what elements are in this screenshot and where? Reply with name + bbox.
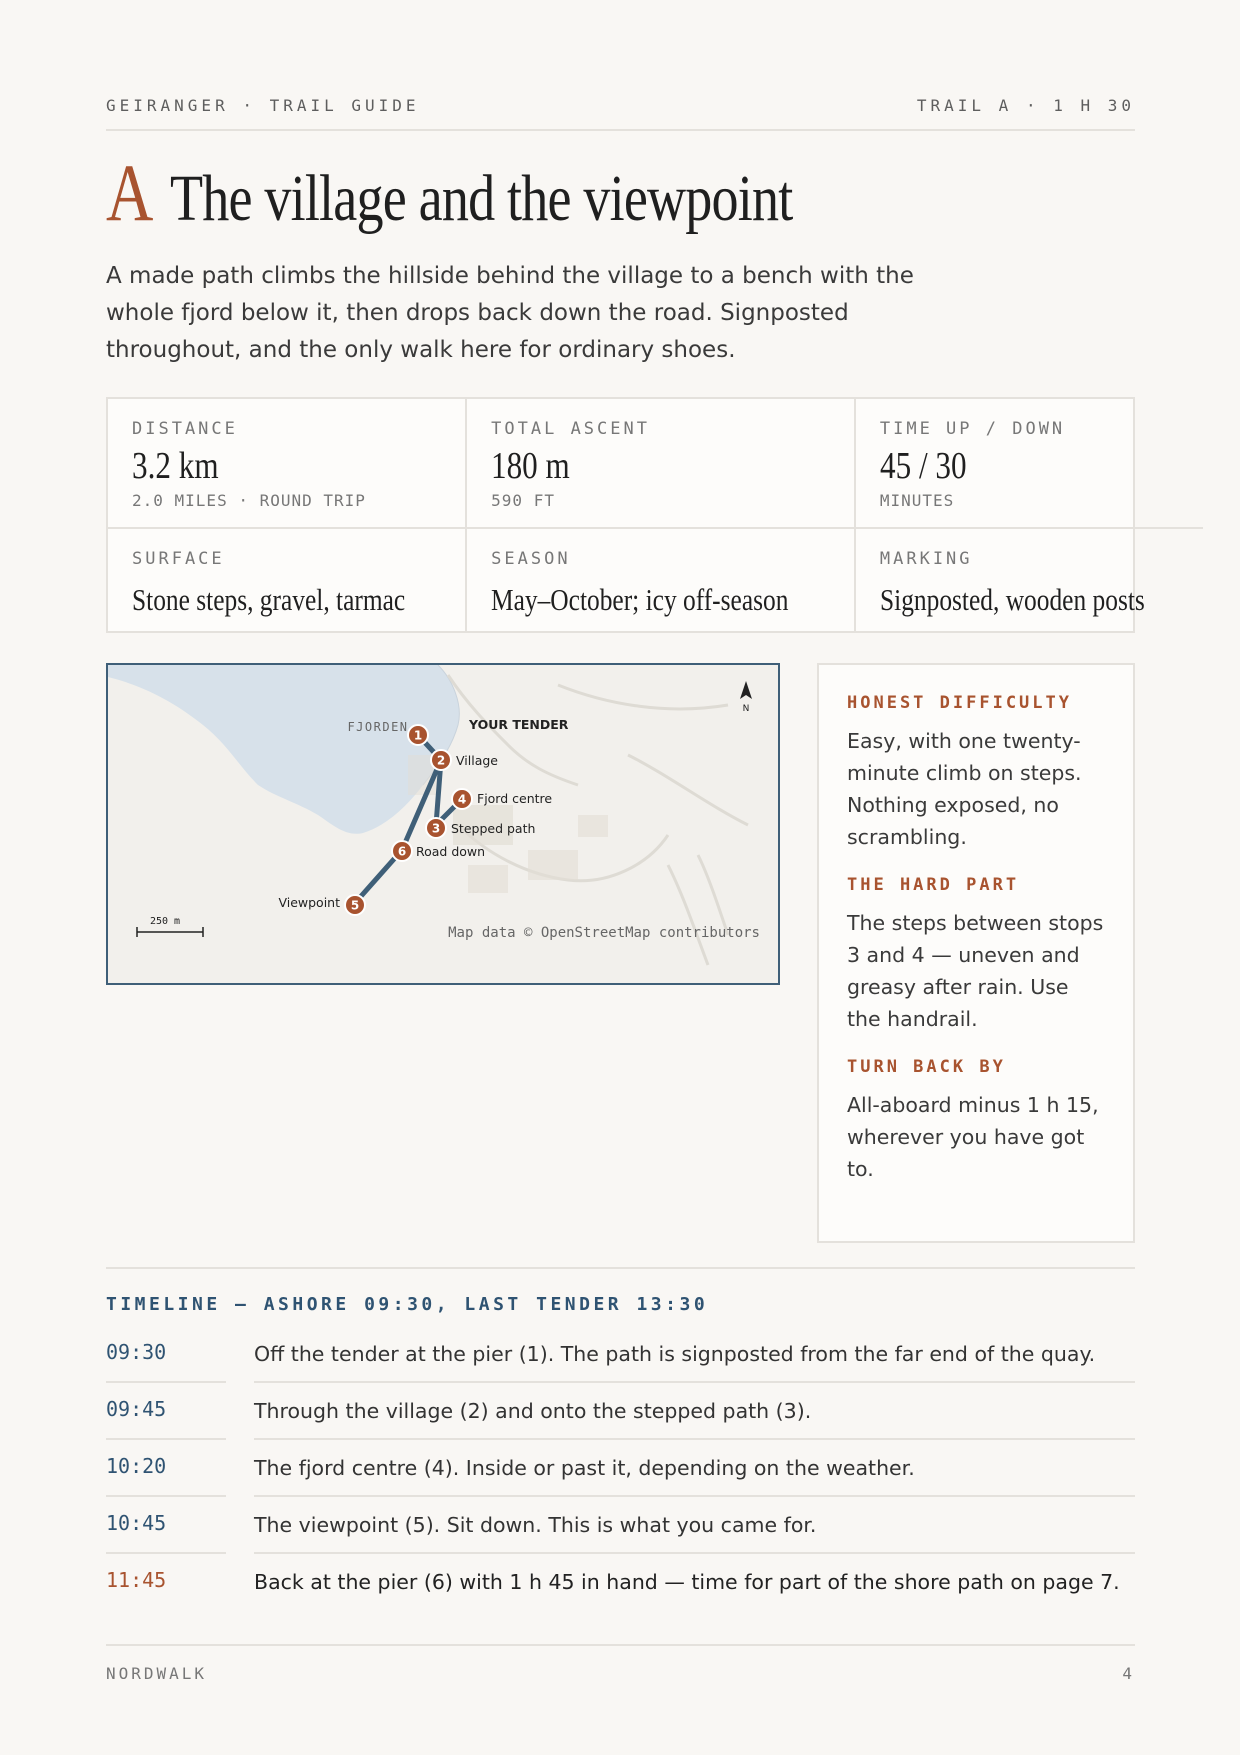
timeline-text: Back at the pier (6) with 1 h 45 in hand — time for part of the shore path on page 7. <box>254 1570 1120 1594</box>
sidebar-heading: THE HARD PART <box>847 875 1020 895</box>
stats-grid <box>106 397 1145 633</box>
timeline-heading: TIMELINE — ASHORE 09:30, LAST TENDER 13:30 <box>106 1294 709 1315</box>
footer-rule <box>106 1644 1135 1646</box>
sidebar-text: Easy, with one twenty-minute climb on steps. Nothing exposed, no scrambling. <box>847 729 1082 849</box>
timeline <box>106 1326 1135 1609</box>
timeline-time: 10:20 <box>106 1440 226 1497</box>
route-map <box>106 663 780 985</box>
stat-value: 45 / 30 <box>879 445 967 487</box>
stop-label-road-down: Road down <box>416 844 486 859</box>
stat-sub: 2.0 MILES · ROUND TRIP <box>132 491 366 510</box>
stat-sub: 590 FT <box>491 491 555 510</box>
stop-label-village: Village <box>456 753 498 768</box>
timeline-row <box>106 1383 1135 1440</box>
stat-value: 180 m <box>491 445 570 487</box>
page-title <box>106 147 929 238</box>
sidebar-heading: TURN BACK BY <box>847 1057 1006 1077</box>
stat-marking <box>856 529 1203 633</box>
stop-label-viewpoint: Viewpoint <box>278 895 340 910</box>
stop-2-marker <box>431 750 451 770</box>
stat-value: Stone steps, gravel, tarmac <box>132 582 406 617</box>
stat-value: May–October; icy off-season <box>491 582 789 617</box>
stat-label: MARKING <box>879 549 973 569</box>
stop-number: 5 <box>350 898 360 913</box>
stop-number: 3 <box>431 821 441 836</box>
footer-brand: NORDWALK <box>106 1664 208 1683</box>
stop-label-stepped-path: Stepped path <box>451 821 536 836</box>
page-footer <box>106 1664 1135 1683</box>
stop-number: 2 <box>436 753 446 768</box>
stop-4-marker <box>452 789 472 809</box>
timeline-row <box>106 1554 1135 1609</box>
difficulty-sidebar <box>817 663 1135 1243</box>
stop-number: 4 <box>457 792 467 807</box>
stop-6-marker <box>392 841 412 861</box>
stop-1-marker <box>408 725 428 745</box>
sidebar-heading: HONEST DIFFICULTY <box>847 693 1072 713</box>
map-graphic <box>108 665 778 983</box>
timeline-text: The fjord centre (4). Inside or past it, depending on the weather. <box>254 1440 1135 1497</box>
header-trail: TRAIL A · 1 H 30 <box>916 96 1135 115</box>
sidebar-text: The steps between stops 3 and 4 — uneven and greasy after rain. Use the handrail. <box>847 911 1104 1031</box>
stat-label: TIME UP / DOWN <box>879 419 1066 439</box>
stop-number: 6 <box>397 844 407 859</box>
stat-label: SURFACE <box>132 549 225 569</box>
stop-label-tender: YOUR TENDER <box>469 717 569 732</box>
stat-label: TOTAL ASCENT <box>491 419 650 439</box>
trail-title: The village and the viewpoint <box>170 162 793 235</box>
stat-distance <box>108 399 467 529</box>
stat-value: Signposted, wooden posts <box>879 582 1145 617</box>
stat-time <box>856 399 1203 529</box>
timeline-text: Off the tender at the pier (1). The path is signposted from the far end of the quay. <box>254 1326 1135 1383</box>
map-attribution: Map data © OpenStreetMap contributors <box>448 925 760 941</box>
timeline-row <box>106 1326 1135 1383</box>
stop-3-marker <box>426 818 446 838</box>
timeline-rule <box>106 1267 1135 1269</box>
stat-label: SEASON <box>491 549 571 569</box>
stat-season <box>467 529 856 633</box>
stat-value: 3.2 km <box>132 445 219 487</box>
timeline-time: 10:45 <box>106 1497 226 1554</box>
stop-number: 1 <box>413 728 423 743</box>
stat-sub: MINUTES <box>879 491 955 510</box>
stat-surface <box>108 529 467 633</box>
sidebar-text: All-aboard minus 1 h 15, wherever you have got to. <box>847 1093 1099 1181</box>
trail-letter: A <box>106 147 154 238</box>
timeline-row <box>106 1497 1135 1554</box>
header-rule <box>106 129 1135 131</box>
stat-ascent <box>467 399 856 529</box>
guide-page <box>106 0 1145 1755</box>
intro-paragraph: A made path climbs the hillside behind the village to a bench with the whole fjord below it, then drops back down the road. Signposted throughout, and the only walk here for ordinary shoes. <box>106 263 914 363</box>
stat-label: DISTANCE <box>132 419 238 439</box>
north-label: N <box>742 704 750 714</box>
timeline-time: 09:45 <box>106 1383 226 1440</box>
stop-5-marker <box>345 895 365 915</box>
scale-label: 250 m <box>149 916 181 927</box>
water-label: FJORDEN <box>347 720 409 734</box>
page-number: 4 <box>1122 1664 1135 1683</box>
timeline-row <box>106 1440 1135 1497</box>
timeline-time: 11:45 <box>106 1568 167 1592</box>
timeline-text: The viewpoint (5). Sit down. This is what you came for. <box>254 1497 1135 1554</box>
stop-label-fjord-centre: Fjord centre <box>477 791 553 806</box>
running-header <box>106 96 1135 115</box>
timeline-time: 09:30 <box>106 1326 226 1383</box>
timeline-text: Through the village (2) and onto the stepped path (3). <box>254 1383 1135 1440</box>
header-section: GEIRANGER · TRAIL GUIDE <box>106 96 420 115</box>
